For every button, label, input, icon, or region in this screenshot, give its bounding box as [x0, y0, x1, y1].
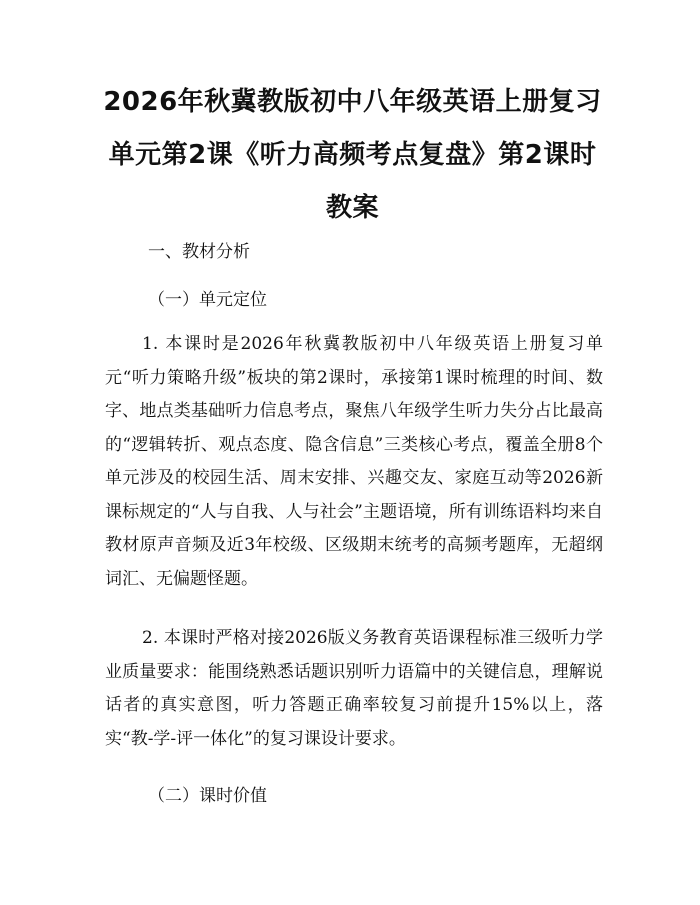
section-heading-textbook-analysis: 一、教材分析	[148, 242, 250, 262]
paragraph-unit-positioning-1: 1. 本课时是2026年秋冀教版初中八年级英语上册复习单元“听力策略升级”板块的第2课时，承接第1课时梳理的时间、数字、地点类基础听力信息考点，聚焦八年级学生听力失分占比最高的“逻辑转折、观点态度、隐含信息”三类核心考点，覆盖全册8个单元涉及的校园生活、周末安排、兴趣交友、家庭互动等2026新课标规定的“人与自我、人与社会”主题语境，所有训练语料均来自教材原声音频及近3年校级、区级期末统考的高频考题库，无超纲词汇、无偏题怪题。	[105, 334, 603, 589]
document-title: 2026年秋冀教版初中八年级英语上册复习单元第2课《听力高频考点复盘》第2课时教案	[103, 87, 602, 223]
subsection-heading-unit-positioning: （一）单元定位	[148, 290, 267, 310]
subsection-heading-lesson-value: （二）课时价值	[148, 786, 267, 806]
paragraph-unit-positioning-2: 2. 本课时严格对接2026版义务教育英语课程标准三级听力学业质量要求：能围绕熟悉话题识别听力语篇中的关键信息，理解说话者的真实意图，听力答题正确率较复习前提升15%以上，落实“教-学-评一体化”的复习课设计要求。	[105, 628, 603, 749]
